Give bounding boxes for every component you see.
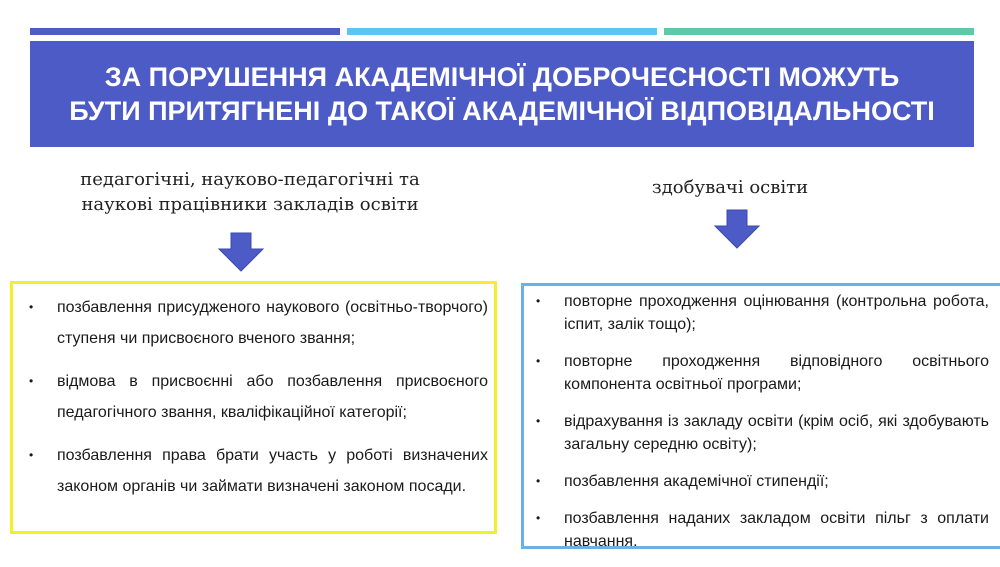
- bullet-icon: •: [29, 448, 34, 462]
- right-heading-text: здобувачі освіти: [651, 177, 809, 198]
- list-item-text: позбавлення присудженого наукового (освітньо-творчого) ступеня чи присвоєного вченого звання;: [57, 299, 488, 347]
- student-consequences-box: [521, 283, 1000, 549]
- student-consequences-list: [536, 290, 989, 567]
- list-item: [536, 350, 989, 396]
- left-heading: [30, 167, 470, 217]
- list-item: [29, 440, 488, 502]
- down-arrow-icon: [713, 209, 761, 249]
- bullet-icon: •: [536, 294, 541, 308]
- list-item-text: відрахування із закладу освіти (крім осіб, які здобувають загальну середню освіту);: [564, 413, 989, 453]
- list-item-text: позбавлення академічної стипендії;: [564, 473, 829, 490]
- bullet-icon: •: [536, 414, 541, 428]
- teacher-consequences-box: [10, 281, 497, 534]
- bullet-icon: •: [536, 511, 541, 525]
- left-heading-line-1: педагогічні, науково-педагогічні та: [80, 169, 420, 190]
- right-heading: [540, 175, 920, 200]
- title-line-2: БУТИ ПРИТЯГНЕНІ ДО ТАКОЇ АКАДЕМІЧНОЇ ВІДПОВІДАЛЬНОСТІ: [69, 96, 935, 126]
- list-item: [536, 410, 989, 456]
- top-stripe-green: [664, 28, 974, 35]
- bullet-icon: •: [536, 354, 541, 368]
- title-line-1: ЗА ПОРУШЕННЯ АКАДЕМІЧНОЇ ДОБРОЧЕСНОСТІ МОЖУТЬ: [104, 62, 900, 92]
- bullet-icon: •: [29, 374, 34, 388]
- list-item: [536, 290, 989, 336]
- list-item-text: повторне проходження оцінювання (контрольна робота, іспит, залік тощо);: [564, 293, 989, 333]
- top-stripe-blue: [30, 28, 340, 35]
- list-item: [29, 292, 488, 354]
- list-item-text: позбавлення наданих закладом освіти пільг з оплати навчання.: [564, 510, 989, 550]
- down-arrow-icon: [217, 232, 265, 272]
- teacher-consequences-list: [29, 292, 488, 514]
- top-stripe-cyan: [347, 28, 657, 35]
- list-item: [29, 366, 488, 428]
- list-item-text: повторне проходження відповідного освітнього компонента освітньої програми;: [564, 353, 989, 393]
- bullet-icon: •: [29, 300, 34, 314]
- left-heading-line-2: наукові працівники закладів освіти: [81, 194, 419, 215]
- title-banner: [30, 41, 974, 147]
- list-item: [536, 507, 989, 553]
- list-item: [536, 470, 989, 493]
- list-item-text: відмова в присвоєнні або позбавлення присвоєного педагогічного звання, кваліфікаційної категорії;: [57, 373, 488, 421]
- list-item-text: позбавлення права брати участь у роботі визначених законом органів чи займати визначені законом посади.: [57, 447, 488, 495]
- bullet-icon: •: [536, 474, 541, 488]
